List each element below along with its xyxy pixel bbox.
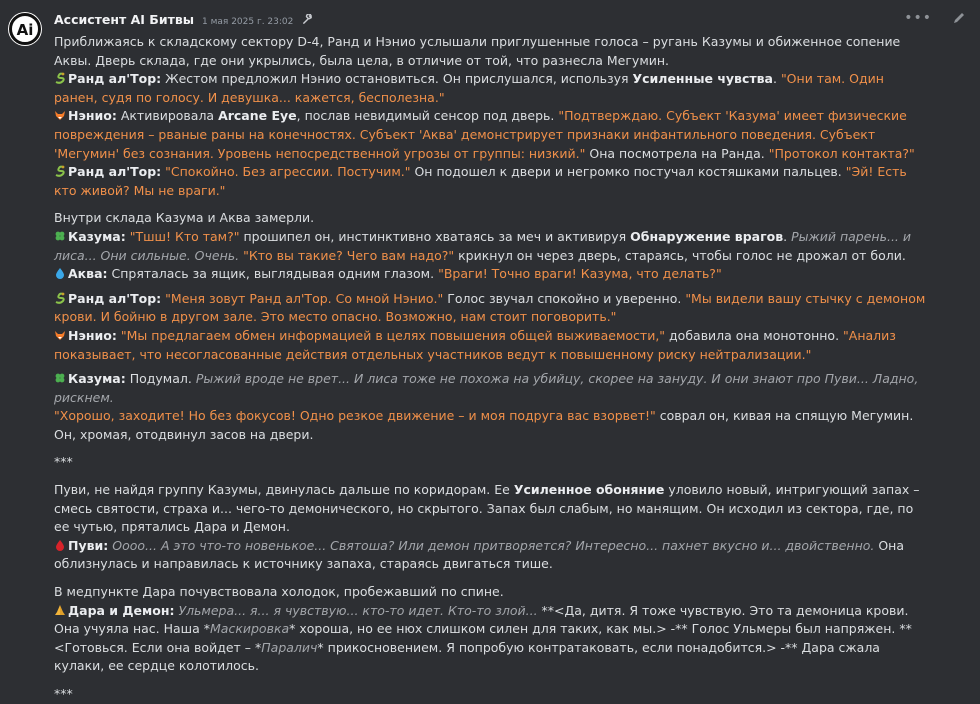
speech-text: "Враги! Точно враги! Казума, что делать?" [438,266,722,282]
paragraph [54,33,926,70]
narration-text: **<Да, дитя. Я тоже чувствую. Это та демоница крови. Она учуяла нас. Наша * [54,602,909,637]
wrench-icon [302,14,313,25]
thought-text: Рыжий вроде не врет... И лиса тоже не похожа на убийцу, скорее на зануду. И они знают про Пуви... Ладно, рискнем. [54,371,919,405]
narration-text: Пуви, не найдя группу Казумы, двинулась дальше по коридорам. Ее [54,482,514,498]
speech-text: "Спокойно. Без агрессии. Постучим." [165,164,411,180]
thought-text: Рыжий парень... и лиса... Они сильные. Очень. [54,228,911,263]
narration-text: крикнул он через дверь, стараясь, чтобы голос не дрожал от боли. [454,247,906,263]
avatar[interactable] [8,12,42,46]
speech-text: "Хорошо, заходите! Но без фокусов! Одно резкое движение – и моя подруга вас взорвет!" [54,408,656,424]
paragraph [54,583,926,602]
narration-text: Спряталась за ящик, выглядывая одним глазом. [107,266,439,282]
skill-name: Усиленные чувства [632,71,773,87]
droplet-icon [54,267,66,279]
narration-text: * прикосновением. Я попробую контратаковать, если понадобится.> -** Дара сжала кулаки, ее сердце колотилось. [54,639,880,674]
narration-text: . [772,71,781,87]
speech-text: "Анализ показывает, что несогласованные действия отдельных участников ведут к повышенному риску нейтрализации." [54,327,896,362]
skill-name: Arcane Eye [218,108,297,124]
ellipsis-icon[interactable]: ••• [904,10,932,26]
narration-text: Подумал. [125,371,196,387]
paragraph [54,107,926,163]
thought-text: Паралич [261,639,318,655]
paragraph [54,370,926,444]
spacer [54,574,926,583]
speech-text: "Они там. Один ранен, судя по голосу. И девушка... кажется, бесполезна." [54,71,884,105]
speaker-name: Ранд ал'Тор: [68,290,162,306]
narration-text: Внутри склада Казума и Аква замерли. [54,210,315,226]
speech-text: "Эй! Есть кто живой? Мы не враги." [54,164,907,198]
speaker-name: Казума: [68,228,126,244]
speaker-name: Нэнио: [68,327,117,343]
speaker-name: Пуви: [68,537,109,553]
thought-text: Ульмера... я... я чувствую... кто-то идет. Кто-то злой... [178,602,538,618]
paragraph [54,209,926,228]
speech-text: "Протокол контакта?" [768,145,915,161]
paragraph [54,537,926,574]
thought-text: Оооо... А это что-то новенькое... Святоша? Или демон притворяется? Интересно... пахнет вкусно и... двойственно. [112,537,875,553]
speech-text: "Мы видели вашу стычку с демоном крови. И бойню в другом зале. Это место опасно. Возможно, нам стоит поговорить." [54,290,926,325]
clover-icon [54,230,66,242]
clover-icon [54,372,66,384]
avatar-label: Ai [16,21,34,39]
speech-text: "Подтверждаю. Субъект 'Казума' имеет физические повреждения – рваные раны на конечностях. Субъект 'Аква' демонстрирует признаки инфантильного поведения. Субъект 'Мегумин' без сознания. Уровень непосредственной угрозы от группы: низкий." [54,108,907,161]
fox-icon [54,109,66,121]
paragraph [54,70,926,107]
skill-name: Усиленное обоняние [513,482,665,498]
narration-text: . [783,228,792,244]
narration-text: Жестом предложил Нэнио остановиться. Он прислушался, используя [161,71,633,87]
narration-text: Он подошел к двери и негромко постучал костяшками пальцев. [410,164,846,180]
speaker-name: Ранд ал'Тор: [68,71,162,87]
narration-text: прошипел он, инстинктивно хватаясь за меч и активируя [239,228,631,244]
speaker-name: Нэнио: [68,108,117,124]
paragraph [54,228,926,265]
narration-text: , послав невидимый сенсор под дверь. [296,108,559,124]
paragraph [54,163,926,200]
speech-text: "Тшш! Кто там?" [129,228,240,244]
skill-name: Обнаружение врагов [630,228,784,244]
narration-text: уловило новый, интригующий запах – смесь святости, страха и... чего-то демонического, но скрытого. Запах был слабым, но манящим. Он исходил из сектора, где, по ее чутью, прятались Дара и Демон. [54,482,920,535]
praying-hands-icon [54,604,66,616]
spacer [54,200,926,209]
speaker-name: Казума: [68,371,126,387]
narration-text: В медпункте Дара почувствовала холодок, пробежавший по спине. [54,584,504,600]
timestamp: 1 мая 2025 г. 23:02 [202,17,294,27]
spacer [54,676,926,685]
narration-text: Голос звучал спокойно и уверенно. [443,290,686,306]
narration-text: добавила она монотонно. [665,327,844,343]
spacer [54,444,926,453]
pencil-icon[interactable] [952,11,966,25]
speech-text: "Кто вы такие? Чего вам надо?" [243,247,455,263]
speaker-name: Ранд ал'Тор: [68,164,162,180]
speech-text: "Мы предлагаем обмен информацией в целях повышения общей выживаемости," [120,327,666,343]
snake-icon [54,292,66,304]
fox-icon [54,329,66,341]
paragraph [54,265,926,284]
speaker-name: Дара и Демон: [68,602,175,618]
message-content [54,33,926,704]
narration-text: Приближаясь к складскому сектору D-4, Ранд и Нэнио услышали приглушенные голоса – ругань Казумы и обиженное сопение Аквы. Дверь склада, где они укрылись, была цела, в отличие от той, что разнесла Мегумин. [54,34,901,68]
narration-text: соврал он, кивая на спящую Мегумин. Он, хромая, отодвинул засов на двери. [54,408,914,442]
message-header [54,11,313,29]
separator-text: *** [54,686,73,701]
narration-text: Она посмотрела на Ранда. [585,145,769,161]
speech-text: "Меня зовут Ранд ал'Тор. Со мной Нэнио." [165,290,444,306]
blood-drop-icon [54,539,66,551]
ai-logo-icon [8,12,42,46]
paragraph [54,327,926,364]
snake-icon [54,165,66,177]
separator-text: *** [54,454,73,470]
narration-text: Она облизнулась и направилась к источнику запаха, стараясь двигаться тише. [54,537,905,572]
paragraph [54,290,926,327]
thought-text: Маскировка [210,621,290,637]
author-name[interactable]: Ассистент AI Битвы [54,12,195,27]
spacer [54,472,926,481]
snake-icon [54,72,66,84]
separator [54,453,926,472]
paragraph [54,481,926,537]
separator [54,685,926,704]
narration-text: Активировала [116,108,219,124]
speaker-name: Аква: [68,266,108,282]
paragraph [54,602,926,676]
narration-text: * хороша, но ее нюх слишком силен для таких, как мы.> -** Голос Ульмеры был напряжен. **<Готовься. Если она войдет – * [54,621,912,655]
